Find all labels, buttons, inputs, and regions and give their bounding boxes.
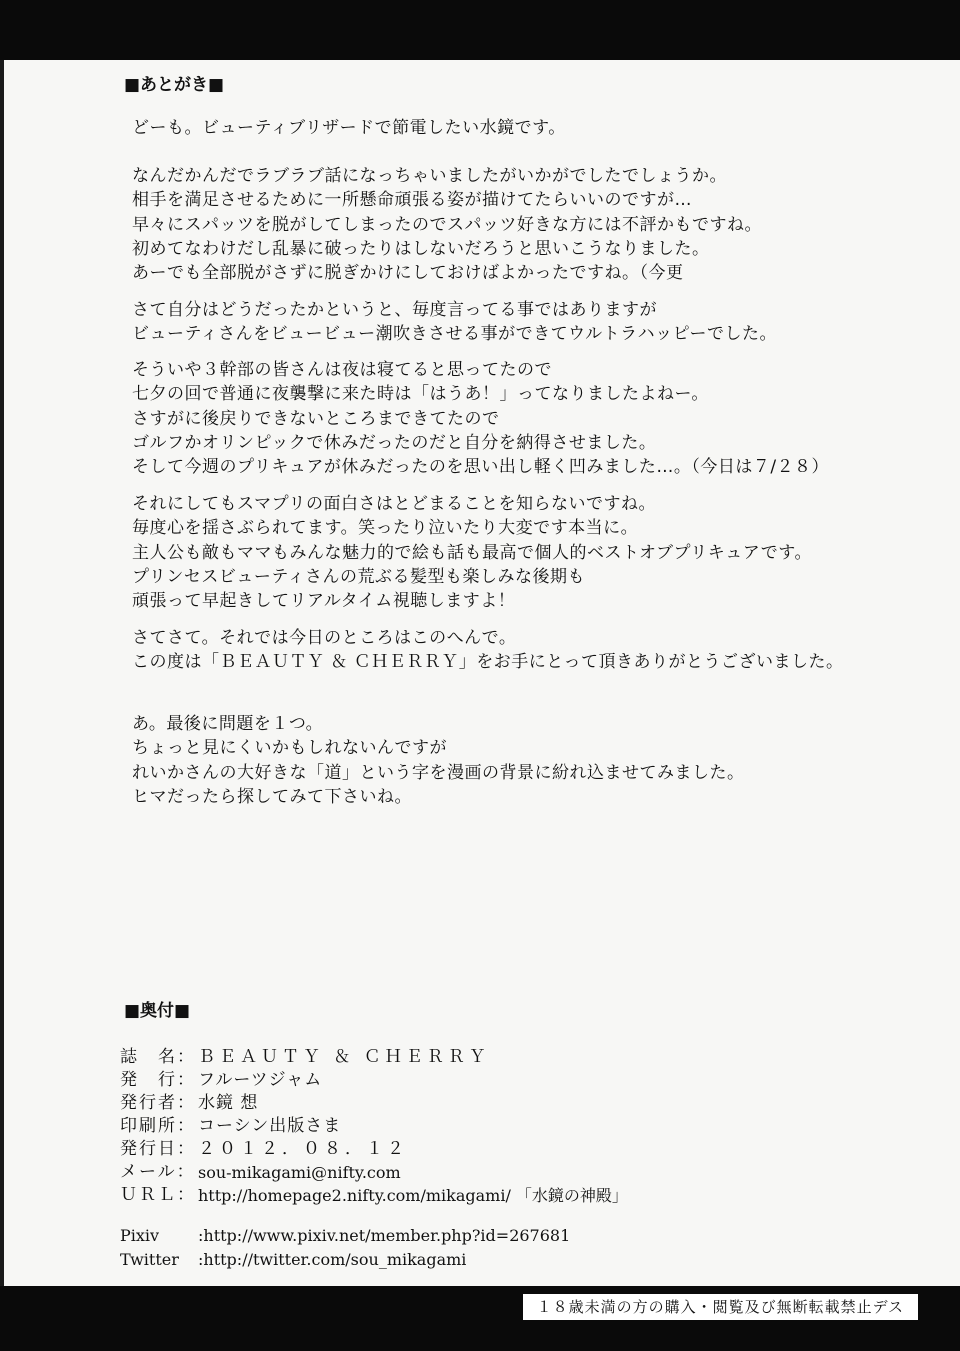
pixiv-url: :http://www.pixiv.net/member.php?id=267681 [198,1226,571,1245]
top-scan-border [0,0,960,60]
text-line: 早々にスパッツを脱がしてしまったのでスパッツ好きな方には不評かもですね。 [132,214,762,235]
colophon-row-email [120,1161,628,1184]
age-restriction-notice: １８歳未満の方の購入・閲覧及び無断転載禁止デス [523,1294,918,1320]
text-line: ヒマだったら探してみて下さいね。 [132,786,412,807]
bottom-band [0,1286,960,1351]
text-line: あ。最後に問題を１つ。 [132,714,324,734]
colophon-label: ＵＲＬ： [120,1185,196,1205]
afterword-paragraph-2 [132,164,762,285]
colophon-heading: ■奥付■ [124,1001,191,1021]
afterword-paragraph-6 [132,626,843,675]
text-line: 頑張って早起きしてリアルタイム視聴しますよ！ [132,591,516,612]
colophon-label: 発行者： [120,1093,196,1113]
colophon-row-printer [120,1115,628,1138]
colophon-value: フルーツジャム [198,1070,323,1090]
text-line: ビューティさんをビュービュー潮吹きさせる事ができてウルトラハッピーでした。 [132,324,777,345]
colophon-label: 発 行： [120,1070,196,1090]
colophon-label: 印刷所： [120,1116,196,1136]
text-line: それにしてもスマプリの面白さはとどまることを知らないですね。 [132,494,656,514]
afterword-paragraph-7 [132,712,745,809]
text-line: さすがに後戻りできないところまできてたので [132,408,500,429]
colophon-value: ＢＥＡＵＴＹ ＆ ＣＨＥＲＲＹ [198,1047,490,1067]
afterword-paragraph-1 [132,116,566,140]
text-line: 毎度心を揺さぶられてます。笑ったり泣いたり大変です本当に。 [132,518,639,539]
text-line: さて自分はどうだったかというと、毎度言ってる事ではありますが [132,300,657,320]
text-line: あーでも全部脱がさずに脱ぎかけにしておけばよかったですね。（今更 [132,263,684,284]
colophon-row-url [120,1184,628,1207]
afterword-paragraph-5 [132,492,812,613]
afterword-paragraph-3 [132,298,777,347]
afterword-heading: ■あとがき■ [124,75,225,95]
text-line: そういや３幹部の皆さんは夜は寝てると思ってたので [132,360,552,380]
text-line: この度は「ＢＥＡＵＴＹ ＆ ＣＨＥＲＲＹ」をお手にとって頂きありがとうございました。 [132,652,844,673]
text-line: 七夕の回で普通に夜襲撃に来た時は「はうあ！」ってなりましたよねー。 [132,384,709,405]
colophon-row-author [120,1092,628,1115]
text-line: ちょっと見にくいかもしれないんですが [132,738,447,759]
afterword-paragraph-4 [132,358,829,479]
text-line: れいかさんの大好きな「道」という字を漫画の背景に紛れ込ませてみました。 [132,762,745,783]
colophon-value: 水鏡 想 [198,1093,259,1113]
colophon-value: コーシン出版さま [198,1116,342,1136]
text-line: ゴルフかオリンピックで休みだったのだと自分を納得させました。 [132,432,657,453]
social-links [120,1224,570,1272]
text-line: 主人公も敵もママもみんな魅力的で絵も話も最高で個人的ベストオブプリキュアです。 [132,542,812,563]
pixiv-label: Pixiv [120,1226,160,1245]
text-line: なんだかんだでラブラブ話になっちゃいましたがいかがでしたでしょうか。 [132,166,727,186]
colophon-value: ２０１２．０８．１２ [198,1139,408,1159]
email-address: sou-mikagami@nifty.com [198,1163,401,1182]
colophon-label: 発行日： [120,1139,196,1159]
colophon-label: メール： [120,1162,196,1182]
text-line: 相手を満足させるために一所懸命頑張る姿が描けてたらいいのですが… [132,190,692,211]
colophon-row-publisher [120,1069,628,1092]
text-line: どーも。ビューティブリザードで節電したい水鏡です。 [132,118,566,138]
colophon-label: 誌 名： [120,1047,196,1067]
twitter-url: :http://twitter.com/sou_mikagami [198,1250,467,1269]
colophon-row-date [120,1138,628,1161]
colophon-row-title [120,1046,628,1069]
twitter-label: Twitter [120,1250,179,1269]
colophon-table [120,1046,628,1207]
pixiv-row [120,1224,570,1248]
text-line: そして今週のプリキュアが休みだったのを思い出し軽く凹みました…。（今日は７/２８） [132,457,830,478]
website-url: http://homepage2.nifty.com/mikagami/ 「水鏡の神殿」 [198,1186,628,1205]
text-line: さてさて。それでは今日のところはこのへんで。 [132,628,517,648]
text-line: プリンセスビューティさんの荒ぶる髪型も楽しみな後期も [132,566,585,587]
text-line: 初めてなわけだし乱暴に破ったりはしないだろうと思いこうなりました。 [132,238,710,259]
twitter-row [120,1248,570,1272]
